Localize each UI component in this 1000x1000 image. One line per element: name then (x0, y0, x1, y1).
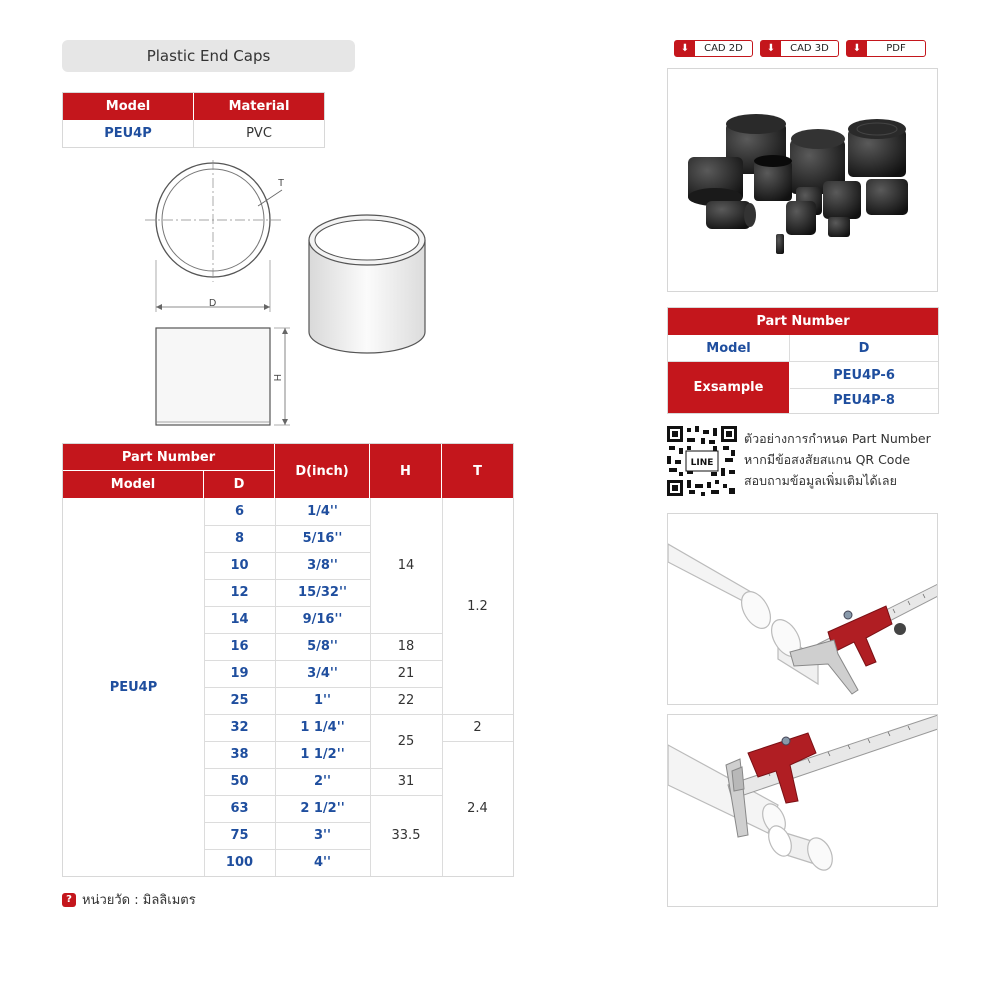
qr-text-line: ตัวอย่างการกำหนด Part Number (744, 431, 931, 446)
table-row-dinch-cell: 1'' (313, 693, 331, 708)
table-row-d-cell: 19 (230, 666, 249, 681)
download-cad2d-label: CAD 2D (704, 43, 743, 54)
page-title: Plastic End Caps (62, 40, 355, 72)
pn-header: Part Number (668, 308, 938, 336)
table-row-d-cell: 8 (234, 531, 245, 546)
grid-line (204, 768, 370, 769)
mm-table-row (63, 120, 324, 147)
download-pdf-button[interactable] (846, 40, 926, 57)
table-row-d-cell: 75 (230, 828, 249, 843)
grid-line (204, 552, 370, 553)
part-number-example-table (667, 307, 939, 414)
pn-example-value: PEU4P-8 (833, 393, 895, 408)
table-row-dinch-cell: 9/16'' (302, 612, 343, 627)
t-cell: 2 (473, 720, 482, 735)
spec-table (62, 443, 514, 877)
pn-col-model: Model (668, 335, 790, 362)
grid-line (204, 714, 370, 715)
technical-drawing (140, 160, 440, 435)
t-cell: 2.4 (467, 801, 488, 816)
qr-line-badge: LINE (690, 458, 714, 468)
download-icon: ⬇ (847, 41, 867, 56)
download-pdf-label: PDF (886, 43, 906, 54)
label-h: H (271, 374, 282, 382)
table-row-d-cell: 32 (230, 720, 249, 735)
caliper-measure-pipe-illustration (667, 513, 938, 705)
unit-note (62, 889, 196, 910)
t-cell: 1.2 (467, 598, 488, 614)
grid-line (204, 579, 370, 580)
isometric-cap-drawing (309, 215, 425, 353)
grid-line (204, 849, 370, 850)
table-row-d-cell: 14 (230, 612, 249, 627)
grid-line (204, 606, 370, 607)
qr-text-line: สอบถามข้อมูลเพิ่มเติมได้เลย (744, 473, 897, 488)
h-cell: 21 (397, 666, 415, 681)
pn-example-label: Exsample (668, 362, 789, 413)
label-t: T (278, 178, 285, 189)
spec-header-d: D (204, 471, 275, 498)
grid-line (370, 795, 442, 796)
pn-col-d: D (790, 335, 938, 362)
download-cad3d-label: CAD 3D (790, 43, 829, 54)
table-row-d-cell: 38 (230, 747, 249, 762)
table-row-d-cell: 50 (230, 774, 249, 789)
table-row-dinch-cell: 5/16'' (302, 531, 343, 546)
spec-header-model: Model (63, 471, 204, 498)
grid-line (204, 741, 370, 742)
mm-header-model: Model (63, 93, 194, 120)
h-cell: 14 (397, 558, 415, 573)
grid-line (204, 795, 370, 796)
spec-header-h: H (370, 444, 442, 498)
mm-header-material: Material (228, 99, 290, 114)
pn-example-value: PEU4P-6 (790, 362, 938, 389)
grid-line (204, 687, 370, 688)
end-caps-illustration (668, 69, 937, 291)
table-row-dinch-cell: 1 1/4'' (300, 720, 345, 735)
table-row-dinch-cell: 4'' (313, 855, 331, 870)
model-material-table (62, 92, 325, 148)
grid-line (370, 660, 442, 661)
table-row-dinch-cell: 3/4'' (307, 666, 338, 681)
table-row-d-cell: 25 (230, 693, 249, 708)
grid-line (204, 633, 370, 634)
table-row-dinch-cell: 3'' (313, 828, 331, 843)
qr-text-line: หากมีข้อสงสัยสแกน QR Code (744, 452, 911, 467)
grid-line (370, 714, 513, 715)
table-row-dinch-cell: 3/8'' (307, 558, 338, 573)
spec-header-part-number: Part Number (63, 444, 275, 471)
side-view-drawing (156, 328, 290, 425)
front-view-drawing (145, 160, 285, 312)
h-cell: 18 (397, 639, 415, 654)
grid-line (370, 687, 442, 688)
table-row-d-cell: 100 (225, 855, 254, 870)
table-row-d-cell: 63 (230, 801, 249, 816)
download-cad2d-button[interactable] (674, 40, 753, 57)
table-row-dinch-cell: 1/4'' (307, 504, 338, 519)
caliper-pipe-drawing (668, 514, 937, 704)
mm-table-header (63, 93, 324, 120)
spec-header-t: T (442, 444, 513, 498)
download-icon: ⬇ (675, 41, 695, 56)
table-row-d-cell: 12 (230, 585, 249, 600)
grid-line (442, 741, 513, 742)
h-cell: 25 (397, 733, 415, 749)
grid-line (204, 525, 370, 526)
mm-model-value: PEU4P (63, 120, 194, 147)
unit-note-text: หน่วยวัด : มิลลิเมตร (82, 893, 196, 908)
spec-header-dinch: D(inch) (275, 444, 370, 498)
table-row-dinch-cell: 5/8'' (307, 639, 338, 654)
grid-line (204, 822, 370, 823)
product-photo (667, 68, 938, 292)
table-row-dinch-cell: 1 1/2'' (300, 747, 345, 762)
h-cell: 33.5 (391, 828, 421, 843)
table-row-d-cell: 16 (230, 639, 249, 654)
table-row-d-cell: 6 (234, 504, 245, 519)
caliper-measure-cap-illustration (667, 714, 938, 907)
qr-instruction-text (744, 428, 931, 491)
h-cell: 31 (397, 774, 415, 789)
spec-model-cell: PEU4P (109, 679, 158, 695)
grid-line (370, 633, 442, 634)
h-cell: 22 (397, 693, 415, 708)
grid-line (370, 768, 442, 769)
download-icon: ⬇ (761, 41, 781, 56)
grid-line (442, 498, 443, 876)
grid-line (204, 660, 370, 661)
qr-code-icon[interactable] (667, 426, 737, 496)
mm-material-value: PVC (246, 126, 272, 141)
table-row-d-cell: 10 (230, 558, 249, 573)
label-d: D (209, 298, 217, 309)
table-row-dinch-cell: 15/32'' (298, 585, 347, 600)
caliper-cap-drawing (668, 715, 937, 906)
table-row-dinch-cell: 2'' (313, 774, 331, 789)
help-icon: ? (62, 893, 76, 907)
download-cad3d-button[interactable] (760, 40, 839, 57)
table-row-dinch-cell: 2 1/2'' (300, 801, 345, 816)
